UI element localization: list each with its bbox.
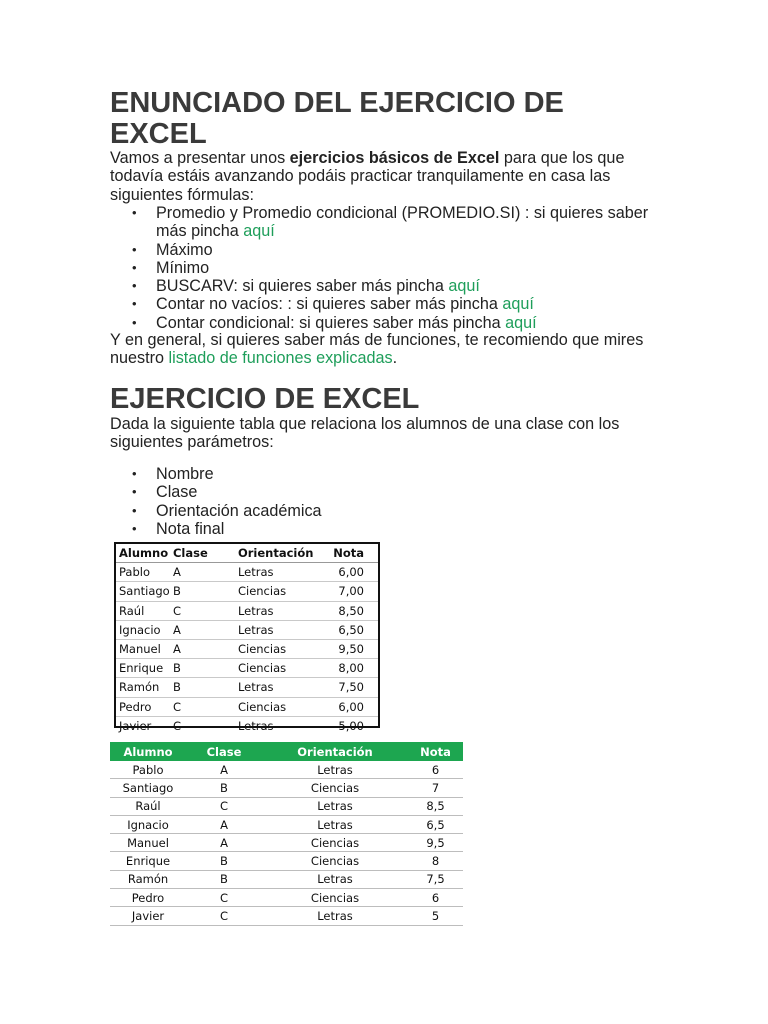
formula-list-item xyxy=(132,204,656,241)
parameter-list-item xyxy=(132,483,656,502)
intro-text-end: para que los que todavía estáis avanzando podáis practicar tranquilamente en casa las siguientes fórmulas: xyxy=(110,149,625,204)
table-cell: Ciencias xyxy=(235,697,330,716)
formula-list-item xyxy=(132,258,656,277)
formula-list xyxy=(110,204,656,332)
formula-item-text: Mínimo xyxy=(156,258,210,277)
table-cell: A xyxy=(170,620,235,639)
table-cell: C xyxy=(186,907,262,925)
table-row xyxy=(116,639,378,658)
formula-item-text: BUSCARV: si quieres saber más pincha xyxy=(156,277,449,296)
table-cell: 5 xyxy=(408,907,463,925)
table-cell: A xyxy=(186,815,262,833)
more-info-link[interactable]: aquí xyxy=(243,222,275,241)
table-cell: Ramón xyxy=(110,870,186,888)
table-cell: 8,5 xyxy=(408,797,463,815)
table-cell: 6 xyxy=(408,761,463,779)
intro-paragraph xyxy=(110,149,655,204)
bullet-icon: • xyxy=(132,205,137,220)
parameter-text: Orientación académica xyxy=(156,501,322,520)
table-row xyxy=(116,601,378,620)
table-row xyxy=(116,659,378,678)
bullet-icon: • xyxy=(132,520,137,536)
page-title-line-2: EXCEL xyxy=(110,118,207,150)
table-cell: Javier xyxy=(110,907,186,925)
intro-text: Vamos a presentar unos xyxy=(110,149,290,167)
table-row xyxy=(116,620,378,639)
table-cell: Ignacio xyxy=(116,620,170,639)
table-cell: Enrique xyxy=(116,659,170,678)
table-cell: 7 xyxy=(408,779,463,797)
table-cell: B xyxy=(170,659,235,678)
column-header: Clase xyxy=(170,544,235,563)
column-header: Nota xyxy=(330,544,378,563)
parameter-list-item xyxy=(132,519,656,538)
table-cell: Javier xyxy=(119,718,152,733)
table-cell: Manuel xyxy=(110,834,186,852)
formula-item-text: Contar condicional: si quieres saber más pincha xyxy=(156,313,506,332)
formula-item-text: Contar no vacíos: : si quieres saber más pincha xyxy=(156,295,503,314)
table-row xyxy=(116,563,378,582)
parameter-text: Clase xyxy=(156,483,198,502)
students-table xyxy=(110,742,463,926)
table-row xyxy=(116,582,378,601)
table-cell: B xyxy=(186,779,262,797)
formula-list-item xyxy=(132,313,656,332)
table-cell: 9,50 xyxy=(330,639,378,658)
table-cell: Manuel xyxy=(116,639,170,658)
table-cell: Letras xyxy=(235,601,330,620)
table-cell: C xyxy=(186,889,262,907)
table-cell: Ciencias xyxy=(262,889,408,907)
table-cell: Santiago xyxy=(110,779,186,797)
formula-item-text: Promedio y Promedio condicional (PROMEDIO.SI) : si quieres saber más pincha xyxy=(156,204,649,241)
table-cell: 8 xyxy=(408,852,463,870)
column-header: Orientación xyxy=(235,544,330,563)
bullet-icon: • xyxy=(132,296,137,312)
table-row xyxy=(110,834,463,852)
parameter-list xyxy=(110,465,656,538)
table-cell: Letras xyxy=(235,620,330,639)
table-cell: Enrique xyxy=(110,852,186,870)
formula-list-item xyxy=(132,240,656,259)
table-cell: 6,50 xyxy=(330,620,378,639)
column-header: Alumno xyxy=(110,742,186,761)
bullet-icon: • xyxy=(132,241,137,257)
table-header-row xyxy=(110,742,463,761)
table-cell: A xyxy=(170,639,235,658)
table-row xyxy=(116,697,378,716)
table-cell: C xyxy=(170,697,235,716)
page-title-line-1: ENUNCIADO DEL EJERCICIO DE xyxy=(110,87,564,119)
formula-list-item xyxy=(132,277,656,296)
table-cell: Letras xyxy=(237,718,274,733)
table-cell: Ciencias xyxy=(262,779,408,797)
table-row xyxy=(110,870,463,888)
table-cell: B xyxy=(186,852,262,870)
table-cell: C xyxy=(170,601,235,620)
table-cell: Letras xyxy=(262,815,408,833)
table-cell: Ramón xyxy=(116,678,170,697)
column-header: Orientación xyxy=(262,742,408,761)
table-cell: Ciencias xyxy=(235,582,330,601)
table-row xyxy=(110,889,463,907)
table-cell: C xyxy=(172,718,181,733)
table-cell: Letras xyxy=(262,797,408,815)
table-row xyxy=(110,779,463,797)
formula-list-item xyxy=(132,295,656,314)
bullet-icon: • xyxy=(132,484,137,500)
table-row xyxy=(116,678,378,697)
table-row xyxy=(110,797,463,815)
table-cell: Pablo xyxy=(116,563,170,582)
table-cell: Letras xyxy=(262,907,408,925)
table-cell: Letras xyxy=(262,870,408,888)
table-cell: B xyxy=(170,582,235,601)
column-header: Nota xyxy=(408,742,463,761)
table-cell: Raúl xyxy=(116,601,170,620)
table-cell: Letras xyxy=(235,678,330,697)
column-header: Clase xyxy=(186,742,262,761)
table-cell: 6,00 xyxy=(330,563,378,582)
table-cell: B xyxy=(170,678,235,697)
parameter-text: Nombre xyxy=(156,465,214,483)
bullet-icon: • xyxy=(132,278,137,294)
column-header: Alumno xyxy=(116,544,170,563)
table-cell: 9,5 xyxy=(408,834,463,852)
table-row xyxy=(110,852,463,870)
table-cell: 8,00 xyxy=(330,659,378,678)
table-cell: A xyxy=(186,834,262,852)
bullet-icon: • xyxy=(132,466,137,481)
table-cell: Letras xyxy=(235,563,330,582)
more-info-link[interactable]: aquí xyxy=(505,313,537,332)
table-cell: Pedro xyxy=(116,697,170,716)
section-title: EJERCICIO DE EXCEL xyxy=(110,383,420,415)
table-cell: Letras xyxy=(262,761,408,779)
exercise-description: Dada la siguiente tabla que relaciona los alumnos de una clase con los siguientes parámetros: xyxy=(110,415,620,452)
table-cell: 6,5 xyxy=(408,815,463,833)
table-cell: Raúl xyxy=(110,797,186,815)
table-cell: Ciencias xyxy=(235,639,330,658)
more-info-link[interactable]: aquí xyxy=(502,295,534,314)
table-cell: 8,50 xyxy=(330,601,378,620)
more-info-link[interactable]: aquí xyxy=(448,277,480,296)
general-text: Y en general, si quieres saber más de funciones, te recomiendo que mires nuestro xyxy=(110,331,644,368)
table-cell: Pedro xyxy=(110,889,186,907)
table-cell: B xyxy=(186,870,262,888)
table-cell: 7,50 xyxy=(330,678,378,697)
table-row xyxy=(116,716,378,735)
table-cell: 7,00 xyxy=(330,582,378,601)
page-title xyxy=(110,88,630,150)
parameter-list-item xyxy=(132,501,656,520)
table-row xyxy=(110,815,463,833)
table-cell: 7,5 xyxy=(408,870,463,888)
students-table-image xyxy=(114,542,380,733)
table-cell: Ciencias xyxy=(235,659,330,678)
functions-list-link[interactable]: listado de funciones explicadas xyxy=(168,349,393,368)
parameter-text: Nota final xyxy=(156,519,225,538)
table-cell: Santiago xyxy=(116,582,170,601)
table-cell: C xyxy=(186,797,262,815)
general-text-end: . xyxy=(392,349,398,368)
table-row xyxy=(110,907,463,925)
table-header-row xyxy=(116,544,378,563)
parameter-list-item xyxy=(132,465,656,483)
intro-bold: ejercicios básicos de Excel xyxy=(289,149,500,167)
bullet-icon: • xyxy=(132,314,137,330)
formula-item-text: Máximo xyxy=(156,240,213,259)
table-cell: Ciencias xyxy=(262,852,408,870)
table-cell: 5,00 xyxy=(338,718,364,733)
table-cell: A xyxy=(186,761,262,779)
table-cell: 6,00 xyxy=(330,697,378,716)
table-cell: 6 xyxy=(408,889,463,907)
table-cell: Ciencias xyxy=(262,834,408,852)
table-row xyxy=(110,761,463,779)
general-paragraph xyxy=(110,331,655,368)
table-cell: Ignacio xyxy=(110,815,186,833)
bullet-icon: • xyxy=(132,502,137,518)
table-cell: A xyxy=(170,563,235,582)
table-cell: Pablo xyxy=(110,761,186,779)
bullet-icon: • xyxy=(132,259,137,275)
